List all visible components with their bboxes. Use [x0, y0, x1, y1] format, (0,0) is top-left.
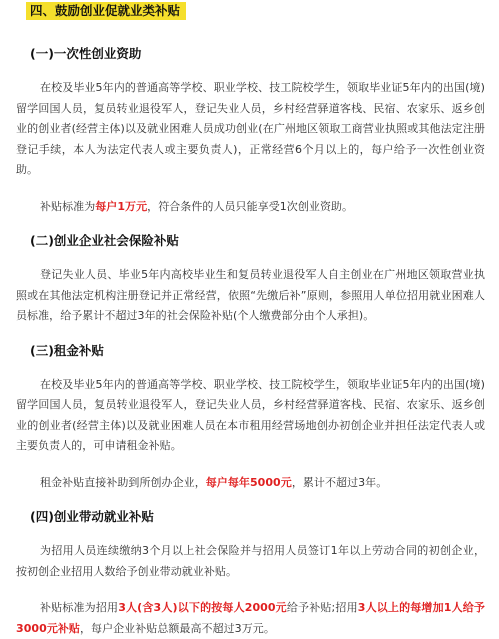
- text-segment: 补贴标准为: [40, 199, 96, 213]
- emphasis-amount: 3人以上的每增加1人给予3000元补贴: [16, 601, 485, 635]
- section-paragraph-rent-subsidy-standard: [16, 473, 485, 494]
- section-paragraph-employment-subsidy-standard: [16, 598, 485, 639]
- text-segment: 给予补贴;招用: [286, 601, 358, 614]
- section-paragraph-startup-grant-eligibility: 在校及毕业5年内的普通高等学校、职业学校、技工院校学生，领取毕业证5年内的出国(境)留学回国人员，复员转业退役军人，登记失业人员，乡村经营驿道客栈、民宿、农家乐、返乡创业的创业者(经营主体)以及就业困难人员成功创业(在广州地区领取工商营业执照或其他法定注册登记手续，本人为法定代表人或主要负责人)，正常经营6个月以上的，每户给予一次性创业资助。: [16, 81, 485, 176]
- text-segment: 补贴标准为招用: [40, 601, 119, 614]
- emphasis-amount: 每户每年5000元: [205, 475, 292, 489]
- section-heading-startup-grant: (一)一次性创业资助: [30, 46, 142, 61]
- section-paragraph-social-insurance: 登记失业人员、毕业5年内高校毕业生和复员转业退役军人自主创业在广州地区领取营业执照或在其他法定机构注册登记并正常经营，依照“先缴后补”原则，参照用人单位招用就业困难人员标准，给予累计不超过3年的社会保险补贴(个人缴费部分由个人承担)。: [16, 268, 485, 322]
- text-segment: ，累计不超过3年。: [291, 475, 388, 489]
- section-paragraph-employment-subsidy-eligibility: 为招用人员连续缴纳3个月以上社会保险并与招用人员签订1年以上劳动合同的初创企业，按初创企业招用人数给予创业带动就业补贴。: [16, 544, 485, 578]
- section-heading-rent-subsidy: (三)租金补贴: [30, 342, 104, 358]
- main-heading: 四、鼓励创业促就业类补贴: [26, 2, 186, 20]
- section-heading-employment-subsidy: (四)创业带动就业补贴: [30, 509, 154, 524]
- section-paragraph-startup-grant-standard: [16, 197, 485, 218]
- section-paragraph-rent-subsidy-eligibility: 在校及毕业5年内的普通高等学校、职业学校、技工院校学生，领取毕业证5年内的出国(境)留学回国人员，复员转业退役军人，登记失业人员，乡村经营驿道客栈、民宿、农家乐、返乡创业的创业者(经营主体)以及就业困难人员在本市租用经营场地创办初创企业并担任法定代表人或主要负责人的，可申请租金补贴。: [16, 377, 485, 452]
- text-segment: ，符合条件的人员只能享受1次创业资助。: [147, 199, 354, 213]
- text-segment: 租金补贴直接补助到所创办企业，: [40, 475, 206, 489]
- emphasis-amount: 3人(含3人)以下的按每人2000元: [118, 601, 287, 614]
- section-heading-social-insurance: (二)创业企业社会保险补贴: [30, 233, 179, 248]
- emphasis-amount: 每户1万元: [95, 199, 148, 213]
- text-segment: ，每户企业补贴总额最高不超过3万元。: [79, 621, 275, 635]
